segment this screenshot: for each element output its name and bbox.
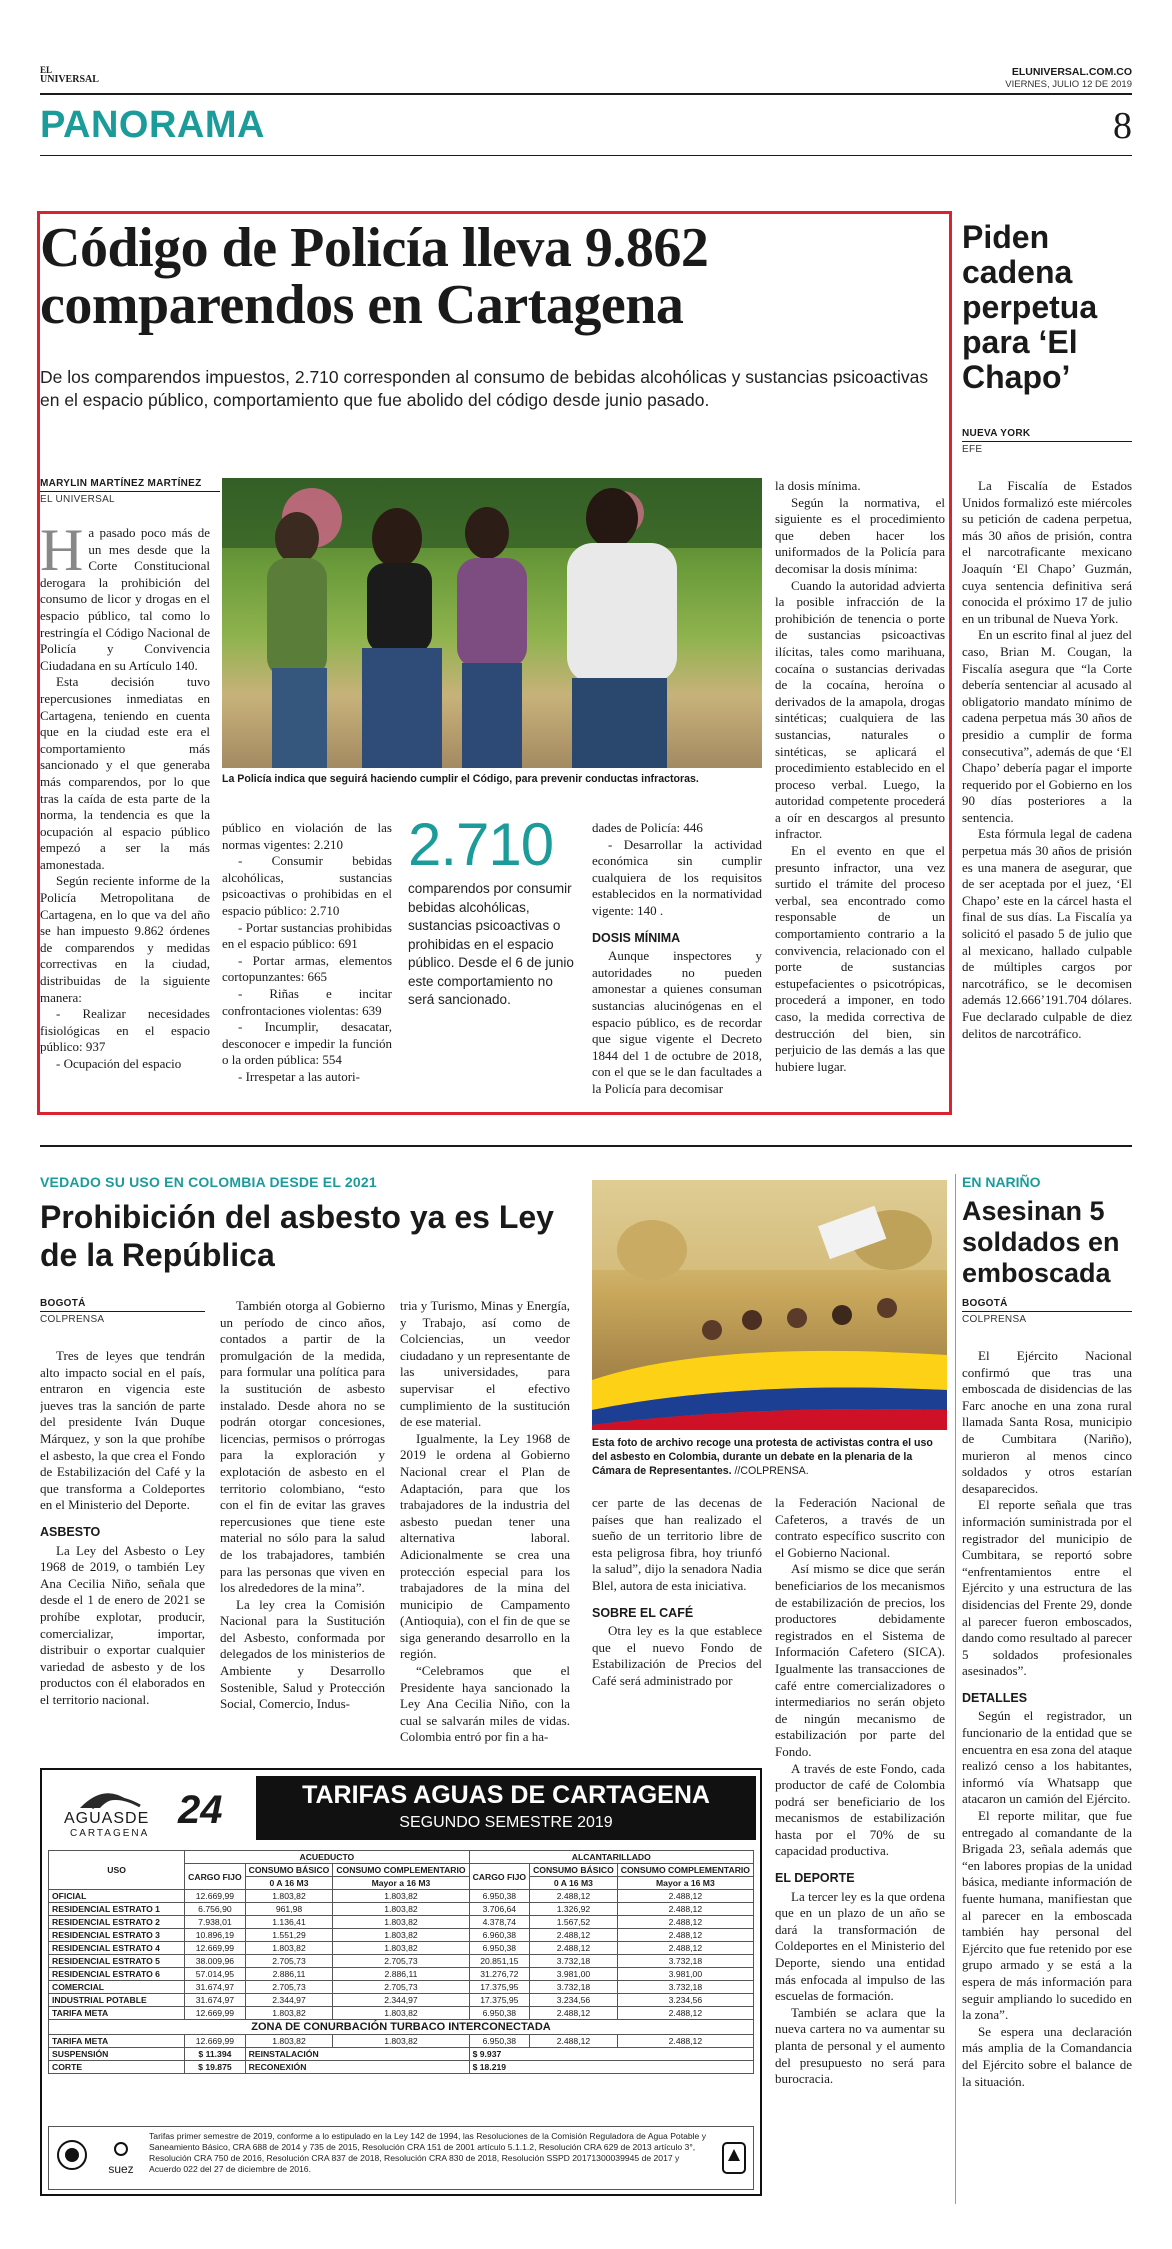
table-cell: 1.567,52 xyxy=(530,1916,618,1929)
col-consumo-complementario: CONSUMO COMPLEMENTARIO xyxy=(333,1864,469,1877)
byline-name: BOGOTÁ xyxy=(962,1298,1008,1309)
emblem-icon xyxy=(721,2141,747,2175)
byline-org: COLPRENSA xyxy=(40,1314,105,1325)
asbesto-column-5 xyxy=(775,1495,945,2200)
table-row xyxy=(49,1968,754,1981)
tarifas-table-wrap xyxy=(48,1850,754,2074)
paragraph: En el evento en que el presunto infractor, una vez surtido el trámite del proceso verbal, sea encontrado como responsable de un comportamiento contrario a la convivencia, relacionado con el porte de sustancias estupefacientes o psicotrópicas, procederá a imponer, en todo caso, la medida correctiva de destrucción del bien, sin perjuicio de las demás a las que hubiere lugar. xyxy=(775,843,945,1074)
photo-credit: //COLPRENSA. xyxy=(731,1465,809,1477)
table-cell: 2.488,12 xyxy=(530,1929,618,1942)
table-row xyxy=(49,1929,754,1942)
table-cell: 2.488,12 xyxy=(530,2035,618,2048)
table-cell: 2.488,12 xyxy=(530,2007,618,2020)
paragraph: - Realizar necesidades fisiológicas en el espacio público: 937 xyxy=(40,1006,210,1055)
table-cell: 2.488,12 xyxy=(617,2007,753,2020)
table-cell: 2.705,73 xyxy=(245,1981,333,1994)
paragraph: El reporte militar, que fue entregado al comandante de la Brigada 23, señala además que “en labores propias de la unidad básica, mediante información de fuente humana, manifiestan que al parecer en la emboscada también hay personal del Ejército que fue retenido por ese grupo armado y se está a la espera de más información para seguir ampliando lo sucedido en la zona”. xyxy=(962,1808,1132,2023)
table-cell: 1.803,82 xyxy=(333,2007,469,2020)
asbesto-photo-caption xyxy=(592,1436,947,1478)
tarifas-ad xyxy=(40,1768,762,2196)
col-cargo-fijo: CARGO FIJO xyxy=(185,1864,245,1890)
table-cell: CORTE xyxy=(49,2061,185,2074)
table-cell: 2.344,97 xyxy=(333,1994,469,2007)
seal-icon xyxy=(55,2137,89,2177)
table-cell: 12.669,99 xyxy=(185,1890,245,1903)
table-cell: 3.981,00 xyxy=(530,1968,618,1981)
table-cell: 1.803,82 xyxy=(333,1916,469,1929)
table-cell: 1.803,82 xyxy=(245,2007,333,2020)
byline-name: MARYLIN MARTÍNEZ MARTÍNEZ xyxy=(40,478,202,489)
byline-org: EL UNIVERSAL xyxy=(40,494,115,505)
lead-byline xyxy=(40,478,220,505)
table-cell: TARIFA META xyxy=(49,2035,185,2048)
byline-rule xyxy=(40,1311,205,1312)
table-cell: 2.488,12 xyxy=(617,1929,753,1942)
paragraph: El Ejército Nacional confirmó que tras una emboscada de disidencias de las Farc anoche en una zona rural llamada Santa Rosa, municipio de Cumbitara (Nariño), murieron al menos cinco soldados y otros estarían desaparecidos. xyxy=(962,1348,1132,1496)
table-cell: 7.938,01 xyxy=(185,1916,245,1929)
table-cell: RESIDENCIAL ESTRATO 3 xyxy=(49,1929,185,1942)
table-cell: INDUSTRIAL POTABLE xyxy=(49,1994,185,2007)
col-consumo-complementario: CONSUMO COMPLEMENTARIO xyxy=(617,1864,753,1877)
narino-headline: Asesinan 5 soldados en emboscada xyxy=(962,1196,1120,1288)
ad-subtitle: SEGUNDO SEMESTRE 2019 xyxy=(399,1814,613,1831)
suez-icon xyxy=(110,2141,132,2157)
ad-footer xyxy=(48,2126,754,2190)
table-row xyxy=(49,1903,754,1916)
table-cell: $ 19.875 xyxy=(185,2061,245,2074)
table-cell: 3.706,64 xyxy=(469,1903,529,1916)
asbesto-column-3 xyxy=(400,1298,570,1748)
paragraph: Cuando la autoridad advierta la posible infracción de la prohibición de tenencia o porte de sustancias psicoactivas ilícitas, tales como marihuana, cocaína o sustancias derivadas de la cocaína, heroína o derivados de la amapola, drogas sintéticas; cualquiera de las sustancias, naturales o sintéticas, se aplicará el procedimiento establecido en el proceso verbal. Luego, la autoridad competente procederá a oír en descargos al presunto infractor. xyxy=(775,577,945,842)
range-complementario: Mayor a 16 M3 xyxy=(333,1877,469,1890)
table-cell: $ 11.394 xyxy=(185,2048,245,2061)
asbesto-photo xyxy=(592,1180,947,1430)
issue-date: VIERNES, JULIO 12 DE 2019 xyxy=(1005,79,1132,90)
table-cell: 10.896,19 xyxy=(185,1929,245,1942)
lead-photo-caption: La Policía indica que seguirá haciendo cumplir el Código, para prevenir conductas infractoras. xyxy=(222,773,699,785)
table-cell: 31.276,72 xyxy=(469,1968,529,1981)
table-cell: 31.674,97 xyxy=(185,1981,245,1994)
lead-deck: De los comparendos impuestos, 2.710 corresponden al consumo de bebidas alcohólicas y sustancias psicoactivas en el espacio público, comportamiento que fue abolido del código desde junio pasado. xyxy=(40,367,929,410)
byline-name: BOGOTÁ xyxy=(40,1298,86,1309)
section-title: PANORAMA xyxy=(40,104,265,146)
paragraph: La Fiscalía de Estados Unidos formalizó este miércoles su petición de cadena perpetua, más 30 años de prisión, contra el narcotraficante mexicano Joaquín ‘El Chapo’ Guzmán, cuya sentencia definitiva será conocida el próximo 17 de julio en un tribunal de Nueva York. xyxy=(962,478,1132,626)
paragraph: La Ley del Asbesto o Ley 1968 de 2019, o también Ley Ana Cecilia Niño, señala que desde el 1 de enero de 2021 se prohíbe explotar, producir, comercializar, importar, distribuir o exportar cualquier variedad de asbesto y de los productos con él elaborados en el territorio nacional. xyxy=(40,1542,205,1707)
paragraph: La ley crea la Comisión Nacional para la Sustitución del Asbesto, conformada por delegados de los ministerios de Ambiente y Desarrollo Sostenible, Salud y Protección Social, Comercio, Indus- xyxy=(220,1596,385,1712)
page-number: 8 xyxy=(1113,105,1132,147)
narino-body xyxy=(962,1348,1132,2208)
extra-row xyxy=(49,2061,754,2074)
asbesto-column-2 xyxy=(220,1298,385,1748)
table-cell: 3.234,56 xyxy=(617,1994,753,2007)
photo-protest-flag xyxy=(592,1180,947,1430)
table-cell: 12.669,99 xyxy=(185,2035,245,2048)
table-cell: RESIDENCIAL ESTRATO 2 xyxy=(49,1916,185,1929)
table-cell: 4.378,74 xyxy=(469,1916,529,1929)
byline-rule xyxy=(962,1311,1132,1312)
group-alcantarillado: ALCANTARILLADO xyxy=(469,1851,753,1864)
lead-photo xyxy=(222,478,762,768)
ad-footnote: Tarifas primer semestre de 2019, conforme a lo estipulado en la Ley 142 de 1994, las Resoluciones de la Comisión Reguladora de Agua Potable y Saneamiento Básico, CRA 688 de 2014 y 735 de 2015, Resolución CRA 151 de 2001 artículo 5.1.1.2, Resolución CRA 629 de 2013 artículo 3°, Resolución CRA 750 de 2016, Resolución CRA 837 de 2018, Resolución CRA 830 de 2018, Resolución SSPD 20171300039945 de 2017 y Acuerdo 022 del 27 de diciembre de 2016. xyxy=(149,2131,707,2174)
table-cell: 1.326,92 xyxy=(530,1903,618,1916)
range-basico: 0 A 16 M3 xyxy=(530,1877,618,1890)
table-cell: 17.375,95 xyxy=(469,1981,529,1994)
byline-rule xyxy=(40,491,220,492)
extra-row xyxy=(49,2048,754,2061)
zona-title: ZONA DE CONURBACIÓN TURBACO INTERCONECTADA xyxy=(49,2020,754,2035)
table-cell: 2.488,12 xyxy=(617,1942,753,1955)
byline-org: EFE xyxy=(962,444,983,455)
narino-kicker: EN NARIÑO xyxy=(962,1174,1041,1190)
table-cell: 1.803,82 xyxy=(245,1890,333,1903)
paragraph: público en violación de las normas vigentes: 2.210 xyxy=(222,820,392,852)
table-cell: RESIDENCIAL ESTRATO 6 xyxy=(49,1968,185,1981)
table-cell: 1.803,82 xyxy=(333,1929,469,1942)
table-cell: 2.344,97 xyxy=(245,1994,333,2007)
table-cell: 38.009,96 xyxy=(185,1955,245,1968)
website: ELUNIVERSAL.COM.CO xyxy=(1011,66,1132,78)
range-basico: 0 A 16 M3 xyxy=(245,1877,333,1890)
lead-column-3 xyxy=(592,820,762,1110)
asbesto-kicker: VEDADO SU USO EN COLOMBIA DESDE EL 2021 xyxy=(40,1174,377,1190)
table-cell: 17.375,95 xyxy=(469,1994,529,2007)
section-rule xyxy=(40,155,1132,156)
table-row xyxy=(49,1981,754,1994)
paragraph: - Portar sustancias prohibidas en el espacio público: 691 xyxy=(222,919,392,952)
paragraph: - Consumir bebidas alcohólicas, sustancias psicoactivas o prohibidas en el espacio público: 2.710 xyxy=(222,853,392,918)
band-separator xyxy=(40,1145,1132,1147)
table-cell: RESIDENCIAL ESTRATO 1 xyxy=(49,1903,185,1916)
table-cell: 2.488,12 xyxy=(617,1890,753,1903)
suez-text: suez xyxy=(108,2162,134,2176)
ad-anniversary-number: 24 xyxy=(178,1788,223,1832)
table-cell: COMERCIAL xyxy=(49,1981,185,1994)
table-cell: 1.803,82 xyxy=(333,1942,469,1955)
table-row xyxy=(49,1955,754,1968)
paragraph: También se aclara que la nueva cartera no va aumentar su planta de personal y el aumento del presupuesto no será para burocracia. xyxy=(775,2004,945,2087)
table-cell: 1.803,82 xyxy=(333,1890,469,1903)
table-cell: 1.551,29 xyxy=(245,1929,333,1942)
lead-headline: Código de Policía lleva 9.862 comparendos en Cartagena xyxy=(40,217,709,336)
photo-women-drinking xyxy=(222,478,762,768)
suez-logo xyxy=(101,2141,141,2176)
table-row xyxy=(49,2007,754,2020)
paragraph: Otra ley es la que establece que el nuevo Fondo de Estabilización de Precios del Café será administrado por xyxy=(592,1623,762,1688)
paragraph: Así mismo se dice que serán beneficiarios de los mecanismos de estabilización de precios, los productores debidamente registrados en el Sistema de Información Cafetero (SICA). Igualmente las transacciones de café entre comercializadores o intermediarios no serán objeto de ningún mecanismo de estabilización por parte del Fondo. xyxy=(775,1561,945,1759)
table-cell: 12.669,99 xyxy=(185,2007,245,2020)
ad-title: TARIFAS AGUAS DE CARTAGENA xyxy=(302,1781,710,1809)
logo-bottom: UNIVERSAL xyxy=(40,74,99,85)
table-cell: OFICIAL xyxy=(49,1890,185,1903)
table-row xyxy=(49,1890,754,1903)
paragraph: También otorga al Gobierno un período de cinco años, contados a partir de la promulgación de la medida, para formular una política para la sustitución de asbesto instalado. Desde ahora no se podrán otorgar concesiones, licencias, permisos o prórrogas para la exploración y explotación de asbesto en el territorio colombiano, “esto con el fin de evitar las graves repercusiones que tiene este material no sólo para la salud de los trabajadores, también para las personas que viven en los alrededores de la mina”. xyxy=(220,1298,385,1596)
paragraph: - Incumplir, desacatar, desconocer e impedir la función o la orden pública: 554 xyxy=(222,1019,392,1068)
table-cell: 6.960,38 xyxy=(469,1929,529,1942)
asbesto-headline: Prohibición del asbesto ya es Ley de la República xyxy=(40,1199,554,1273)
paragraph: El reporte señala que tras información suministrada por el registrador del municipio de Cumbitara, se reportó sobre “enfrentamientos entre el Ejército y una estructura de las disidencias del Frente 29, donde al parecer fueron emboscados, dando como resultado al parecer 5 soldados profesionales asesinados”. xyxy=(962,1497,1132,1679)
table-cell: $ 18.219 xyxy=(469,2061,753,2074)
table-cell: 2.488,12 xyxy=(617,2035,753,2048)
chapo-headline: Piden cadena perpetua para ‘El Chapo’ xyxy=(962,219,1098,395)
table-cell: 31.674,97 xyxy=(185,1994,245,2007)
table-cell: 2.705,73 xyxy=(245,1955,333,1968)
table-cell: 2.488,12 xyxy=(617,1903,753,1916)
table-cell: 6.950,38 xyxy=(469,2035,529,2048)
tarifas-table xyxy=(48,1850,754,2074)
paragraph: - Riñas e incitar confrontaciones violentas: 639 xyxy=(222,985,392,1018)
table-cell: RECONEXIÓN xyxy=(245,2061,469,2074)
asbesto-column-1 xyxy=(40,1348,205,1748)
paragraph: Esta fórmula legal de cadena perpetua más 30 años de prisión es una manera de asegurar, que de ser aceptada por el juez, ‘El Chapo’ este en la cárcel hasta el final de sus días. La Fiscalía ya solicitó el pasado 5 de julio que al mexicano, hallado culpable de múltiples cargos por narcotráfico, se le decomisen además 12.666’191.704 dólares. Fue declarado culpable de diez delitos de narcotráfico. xyxy=(962,826,1132,1041)
table-cell: 6.950,38 xyxy=(469,2007,529,2020)
byline-org: COLPRENSA xyxy=(962,1314,1027,1325)
paragraph: Igualmente, la Ley 1968 de 2019 le ordena al Gobierno Nacional crear el Plan de Adaptación, para que los trabajadores de la industria del asbesto puedan tener una alternativa laboral. Adicionalmente se crea una protección especial para los trabajadores de la mina del municipio de Campamento (Antioquia), con el fin de que se siga generando desarrollo en la región. xyxy=(400,1430,570,1662)
paragraph: la dosis mínima. xyxy=(775,478,861,493)
table-cell: 3.234,56 xyxy=(530,1994,618,2007)
lead-column-4 xyxy=(775,478,945,1110)
subheading: SOBRE EL CAFÉ xyxy=(592,1605,694,1620)
table-cell: 3.732,18 xyxy=(617,1981,753,1994)
table-cell: 2.488,12 xyxy=(530,1942,618,1955)
byline-name: NUEVA YORK xyxy=(962,428,1031,439)
subheading: ASBESTO xyxy=(40,1524,101,1539)
paragraph: Según reciente informe de la Policía Metropolitana de Cartagena, en lo que va del año se han impuesto 9.862 órdenes de comparendos y medidas correctivas en la ciudad, distribuidas de la siguiente manera: xyxy=(40,873,210,1005)
paragraph: dades de Policía: 446 xyxy=(592,820,703,835)
table-cell: 2.705,73 xyxy=(333,1981,469,1994)
paragraph: En un escrito final al juez del caso, Brian M. Cougan, la Fiscalía asegura que “la Corte debería sentenciar al acusado al obligatorio mandato mínimo de cadena perpetua más 30 años de presidio a cumplir de forma consecutiva”, además de que ‘El Chapo’ debería pagar el importe requerido por el Gobierno en los 90 días posteriores a la sentencia. xyxy=(962,627,1132,825)
stat-text: comparendos por consumir bebidas alcohólicas, sustancias psicoactivas o prohibidas en el espacio público. Desde el 6 de junio este comportamiento no será sancionado. xyxy=(408,881,574,1007)
table-cell: 3.981,00 xyxy=(617,1968,753,1981)
table-cell: SUSPENSIÓN xyxy=(49,2048,185,2061)
table-cell: 2.705,73 xyxy=(333,1955,469,1968)
table-group-header xyxy=(49,1851,754,1864)
table-cell: 1.803,82 xyxy=(333,1903,469,1916)
paragraph: - Portar armas, elementos cortopunzantes: 665 xyxy=(222,952,392,985)
logo-top: EL xyxy=(40,65,53,75)
table-cell: REINSTALACIÓN xyxy=(245,2048,469,2061)
tarifas-table-body xyxy=(49,1890,754,2020)
paragraph: Tres de leyes que tendrán alto impacto social en el país, entraron en vigencia este jueves tras la sanción de parte del presidente Iván Duque Márquez, y son la que prohíbe el asbesto, la que crea el Fondo de Estabilización del Café y la que transforma a Coldeportes en el Ministerio del Deporte. xyxy=(40,1348,205,1513)
table-cell: RESIDENCIAL ESTRATO 4 xyxy=(49,1942,185,1955)
masthead-logo xyxy=(40,66,120,84)
table-row xyxy=(49,1916,754,1929)
table-row xyxy=(49,1994,754,2007)
paragraph: la Federación Nacional de Cafeteros, a través de un contrato específico suscrito con el Gobierno Nacional. xyxy=(775,1495,945,1560)
table-cell: 1.803,82 xyxy=(245,1942,333,1955)
chapo-body xyxy=(962,478,1132,1118)
lead-column-1 xyxy=(40,525,210,1110)
table-cell: 1.803,82 xyxy=(333,2035,469,2048)
lead-column-2 xyxy=(222,820,392,1110)
paragraph: - Ocupación del espacio xyxy=(56,1056,182,1071)
table-cell: 3.732,18 xyxy=(530,1981,618,1994)
ad-logo xyxy=(50,1776,240,1844)
subheading: EL DEPORTE xyxy=(775,1871,855,1886)
subheading: DETALLES xyxy=(962,1690,1028,1705)
lead-first-text: a pasado poco más de un mes desde que la Corte Constitucional derogara la prohibición del consumo de licor y drogas en el espacio público, tal como lo restringía el Código Nacional de Policía y Convivencia Ciudadana en su Artículo 140. xyxy=(40,525,210,673)
table-cell: 3.732,18 xyxy=(530,1955,618,1968)
paragraph: La tercer ley es la que ordena que en un plazo de un año se dará la transformación de Coldeportes en el Ministerio del Deporte, siendo una entidad más enfocada al impulso de las escuelas de formación. xyxy=(775,1888,945,2004)
caption-text: Esta foto de archivo recoge una protesta de activistas contra el uso del asbesto en Colombia, durante un debate en la plenaria de la Cámara de Representantes. xyxy=(592,1437,933,1477)
table-cell: 6.756,90 xyxy=(185,1903,245,1916)
col-cargo-fijo: CARGO FIJO xyxy=(469,1864,529,1890)
table-cell: 12.669,99 xyxy=(185,1942,245,1955)
table-cell: 2.886,11 xyxy=(333,1968,469,1981)
table-cell: 57.014,95 xyxy=(185,1968,245,1981)
masthead-rule xyxy=(40,93,1132,95)
subheading: DOSIS MÍNIMA xyxy=(592,930,681,945)
col-uso: USO xyxy=(49,1851,185,1890)
table-cell: 2.488,12 xyxy=(530,1890,618,1903)
table-cell: 2.886,11 xyxy=(245,1968,333,1981)
lead-first-paragraph xyxy=(40,525,210,674)
paragraph: - Irrespetar a las autori- xyxy=(238,1068,360,1084)
byline-rule xyxy=(962,441,1132,442)
paragraph: tria y Turismo, Minas y Energía, y Trabajo, así como de Colciencias, un veedor ciudadano y un representante de las universidades, para supervisar el efectivo cumplimiento de la sustitución de ese material. xyxy=(400,1298,570,1430)
zona-title-row xyxy=(49,2020,754,2035)
range-complementario: Mayor a 16 M3 xyxy=(617,1877,753,1890)
paragraph: Según la normativa, el siguiente es el procedimiento que deben hacer los uniformados de la Policía para decomisar la dosis mínima: xyxy=(775,494,945,576)
paragraph: Se espera una declaración más amplia de la Comandancia del Ejército sobre el balance de la situación. xyxy=(962,2023,1132,2089)
ad-logo-text: AGUASDE xyxy=(64,1810,150,1827)
table-cell: 2.488,12 xyxy=(617,1916,753,1929)
table-cell: 1.803,82 xyxy=(245,2035,333,2048)
paragraph: - Desarrollar la actividad económica sin cumplir cualquiera de los requisitos establecidos en la normatividad vigente: 140 . xyxy=(592,836,762,918)
narino-divider xyxy=(955,1174,956,2204)
table-cell: 1.136,41 xyxy=(245,1916,333,1929)
paragraph: Aunque inspectores y autoridades no pueden amonestar a quienes consuman sustancias alucinógenas en el espacio público, es de recordar que sigue vigente el Decreto 1844 del 1 de octubre de 2018, con el que se le dan facultades a la Policía para decomisar xyxy=(592,948,762,1096)
col-consumo-basico: CONSUMO BÁSICO xyxy=(245,1864,333,1877)
group-acueducto: ACUEDUCTO xyxy=(185,1851,469,1864)
paragraph: “Celebramos que el Presidente haya sancionado la Ley Ana Cecilia Niño, con la cual se salvarán miles de vidas. Colombia entró por fin a ha- xyxy=(400,1663,570,1745)
stat-number: 2.710 xyxy=(408,811,554,878)
table-cell: TARIFA META xyxy=(49,2007,185,2020)
table-cell: 3.732,18 xyxy=(617,1955,753,1968)
chapo-byline xyxy=(962,428,1132,455)
col-consumo-basico: CONSUMO BÁSICO xyxy=(530,1864,618,1877)
paragraph: cer parte de las decenas de países que han realizado el sueño de un territorio libre de esta peligrosa fibra, hoy triunfó la salud”, dijo la senadora Nadia Blel, autora de esta iniciativa. xyxy=(592,1495,762,1593)
table-cell: 6.950,38 xyxy=(469,1890,529,1903)
drop-cap: H xyxy=(40,525,84,583)
paragraph: Esta decisión tuvo repercusiones inmediatas en Cartagena, teniendo en cuenta que en la ciudad este era el comportamiento más sancionado y el que generaba más comparendos, por lo que tras la caída de esta parte de la norma, la tendencia es que la ocupación al espacio público empezó a ser la más amonestada. xyxy=(40,674,210,872)
zona-row xyxy=(49,2035,754,2048)
narino-byline xyxy=(962,1298,1132,1325)
table-row xyxy=(49,1942,754,1955)
ad-title-bar xyxy=(256,1776,756,1840)
paragraph: A través de este Fondo, cada productor de café de Colombia podrá ser beneficiario de los mecanismos de estabilización hasta por el 70% de su capacidad productiva. xyxy=(775,1760,945,1859)
table-cell: RESIDENCIAL ESTRATO 5 xyxy=(49,1955,185,1968)
asbesto-byline xyxy=(40,1298,205,1325)
table-cell: 20.851,15 xyxy=(469,1955,529,1968)
paragraph: Según el registrador, un funcionario de la entidad que se encuentra en esa zona del ataque realizó censo a los habitantes, informó vía Whatsapp que atacaron un camión del Ejército. xyxy=(962,1708,1132,1807)
table-cell: $ 9.937 xyxy=(469,2048,753,2061)
ad-logo-sub: CARTAGENA xyxy=(70,1828,150,1839)
table-cell: 6.950,38 xyxy=(469,1942,529,1955)
table-cell: 961,98 xyxy=(245,1903,333,1916)
asbesto-column-4 xyxy=(592,1495,762,1750)
